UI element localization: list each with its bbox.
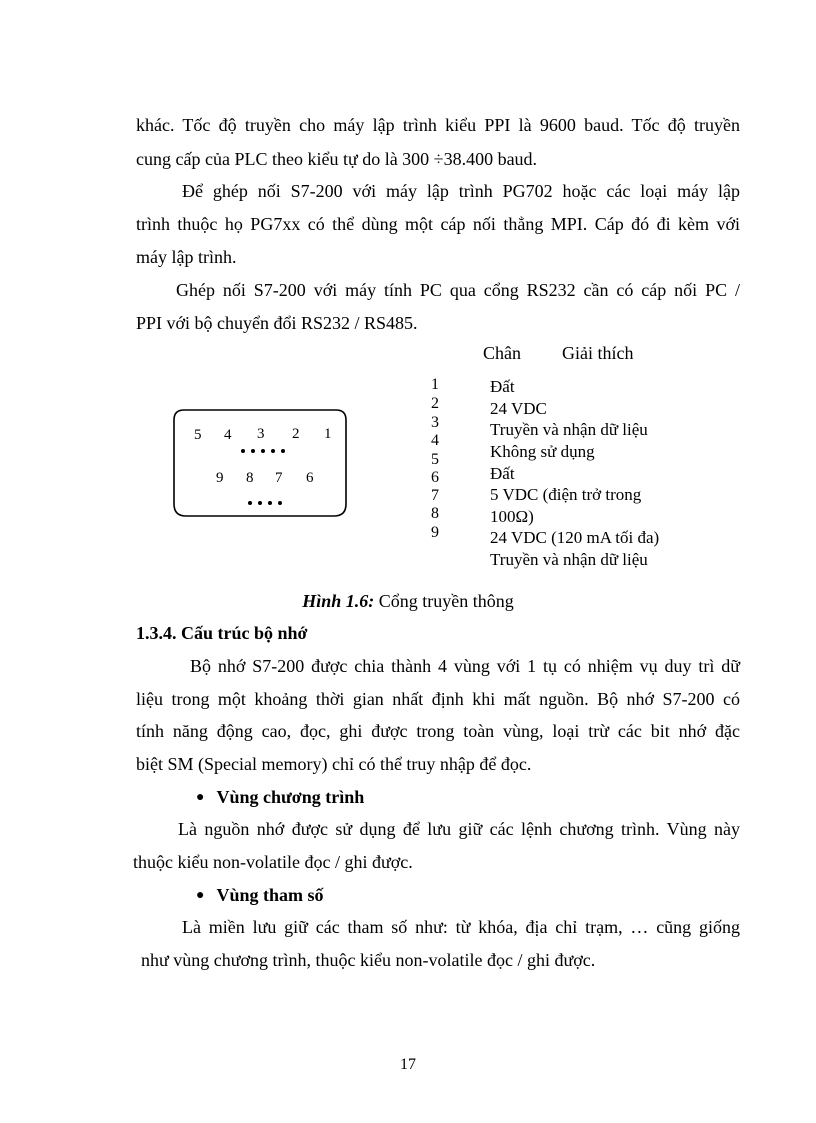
connector-pin-label: 6 [306,470,314,486]
bullet-program-area [196,787,364,808]
pin-description: 100Ω) [490,507,534,526]
pin-description: 24 VDC [490,399,547,418]
paragraph-line: biệt SM (Special memory) chỉ có thể truy nhập để đọc. [136,754,532,774]
figure-caption-label: Hình 1.6: [302,591,375,611]
paragraph-line: Là nguồn nhớ được sử dụng để lưu giữ các lệnh chương trình. Vùng này [178,819,740,839]
pin-number: 8 [431,505,439,522]
connector-bottom-pins [248,501,282,505]
page-number: 17 [400,1056,416,1073]
figure-caption-text: Cổng truyền thông [374,591,514,611]
paragraph-line: Bộ nhớ S7-200 được chia thành 4 vùng với 1 tụ có nhiệm vụ duy trì dữ [190,656,740,676]
pin-number: 4 [431,432,439,449]
paragraph-line: cung cấp của PLC theo kiểu tự do là 300 ÷38.400 baud. [136,149,538,169]
description-column-header: Giải thích [562,343,634,363]
paragraph-line: Là miền lưu giữ các tham số như: từ khóa, địa chỉ trạm, … cũng giống [182,917,740,937]
paragraph-line: tính năng động cao, đọc, ghi được trong toàn vùng, loại trừ các bit nhớ đặc [136,721,740,741]
pin-number: 6 [431,469,439,486]
connector-pin-label: 7 [275,470,283,486]
bullet-icon: ● [196,789,205,805]
pin-description: Đất [490,464,515,483]
paragraph-line: Để ghép nối S7-200 với máy lập trình PG702 hoặc các loại máy lập [182,181,740,201]
figure-caption [0,591,816,612]
pin-number: 2 [431,395,439,412]
paragraph-line: như vùng chương trình, thuộc kiểu non-volatile đọc / ghi được. [141,950,596,970]
paragraph-line: khác. Tốc độ truyền cho máy lập trình kiểu PPI là 9600 baud. Tốc độ truyền [136,115,740,135]
connector-pin-label: 3 [257,426,265,442]
pin-description: Truyền và nhận dữ liệu [490,550,648,569]
paragraph-line: liệu trong một khoảng thời gian nhất định khi mất nguồn. Bộ nhớ S7-200 có [136,689,740,709]
paragraph-line: máy lập trình. [136,247,237,267]
paragraph-line: PPI với bộ chuyển đổi RS232 / RS485. [136,313,418,333]
pin-description: Đất [490,377,515,396]
pin-description: Không sử dụng [490,442,595,461]
bullet-parameter-area [196,885,324,906]
pin-number: 3 [431,414,439,431]
connector-pin-label: 4 [224,427,232,443]
connector-top-pins [241,449,285,453]
bullet-icon: ● [196,887,205,903]
pin-description: 5 VDC (điện trở trong [490,485,642,504]
paragraph-line: Ghép nối S7-200 với máy tính PC qua cổng RS232 cần có cáp nối PC / [176,280,740,300]
connector-pin-label: 1 [324,426,332,442]
db9-connector-outline [170,408,350,518]
pin-column-header: Chân [483,343,521,363]
bullet-title: Vùng chương trình [216,787,365,807]
connector-pin-label: 5 [194,427,202,443]
connector-pin-label: 8 [246,470,254,486]
paragraph-line: thuộc kiểu non-volatile đọc / ghi được. [133,852,413,872]
section-heading: 1.3.4. Cấu trúc bộ nhớ [136,623,308,643]
bullet-title: Vùng tham số [216,885,324,905]
pin-number: 1 [431,376,439,393]
pin-number: 7 [431,487,439,504]
connector-pin-label: 9 [216,470,224,486]
db9-connector-diagram [170,408,350,523]
pin-number: 9 [431,524,439,541]
pin-number: 5 [431,451,439,468]
pin-description: Truyền và nhận dữ liệu [490,420,648,439]
paragraph-line: trình thuộc họ PG7xx có thể dùng một cáp nối thẳng MPI. Cáp đó đi kèm với [136,214,740,234]
connector-pin-label: 2 [292,426,300,442]
pin-description: 24 VDC (120 mA tối đa) [490,528,660,547]
